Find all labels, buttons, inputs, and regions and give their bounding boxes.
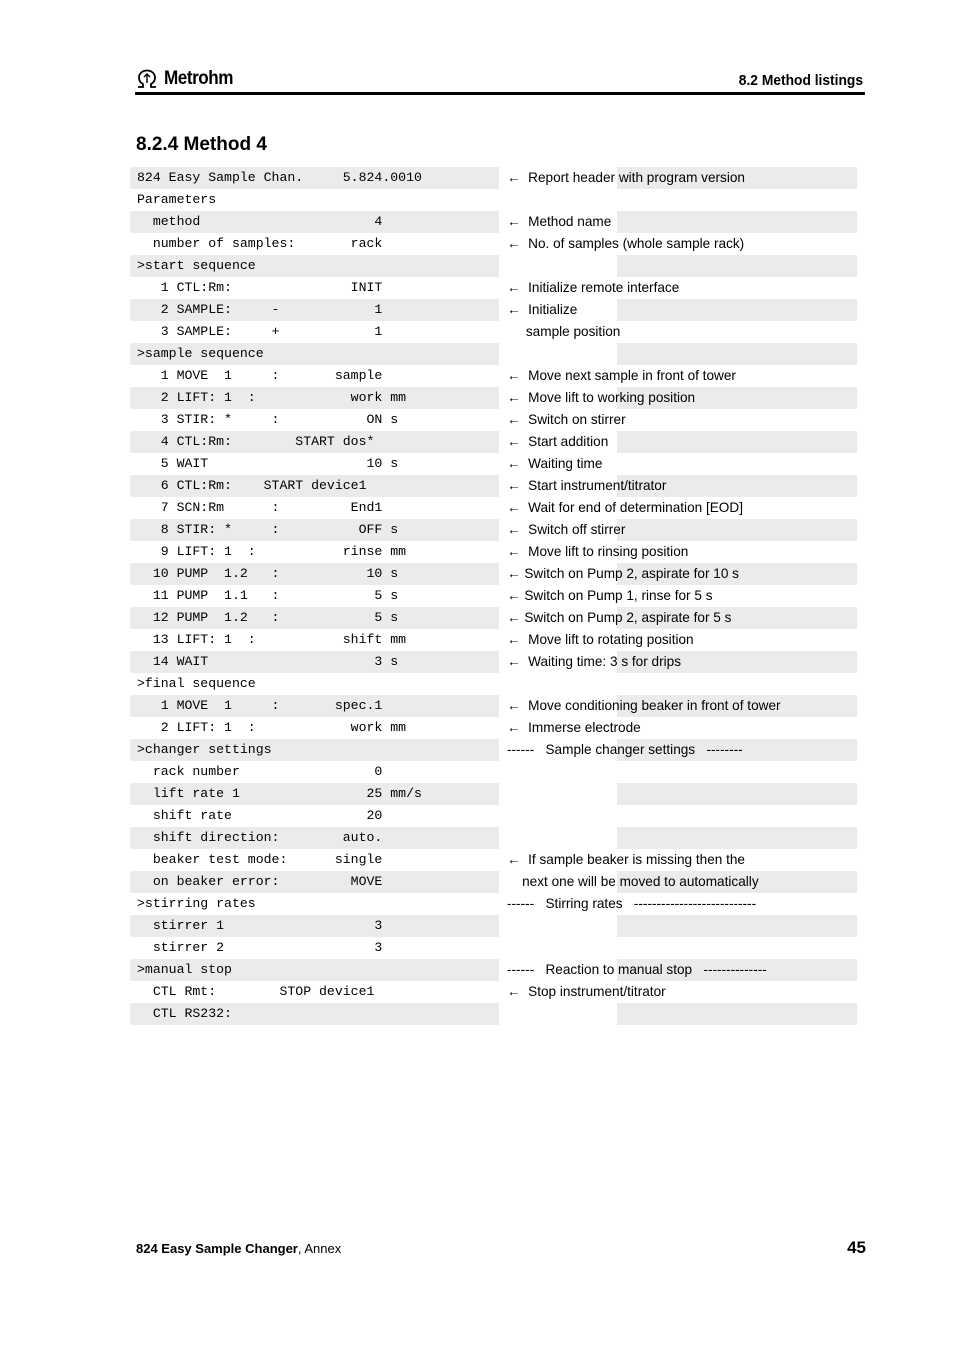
column-gap (499, 827, 617, 849)
listing-code: Parameters (137, 192, 217, 207)
listing-code: 2 LIFT: 1 : work mm (137, 390, 407, 405)
listing-note: next one will be moved to automatically (507, 874, 759, 889)
listing-code: 2 LIFT: 1 : work mm (137, 720, 407, 735)
listing-code: 8 STIR: * : OFF s (137, 522, 399, 537)
listing-code: >manual stop (137, 962, 232, 977)
listing-note: ← Start addition (507, 434, 609, 449)
listing-note: ← Stop instrument/titrator (507, 984, 666, 999)
listing-code: 2 SAMPLE: - 1 (137, 302, 383, 317)
listing-row (130, 475, 857, 497)
page-number: 45 (847, 1238, 866, 1257)
listing-row (130, 211, 857, 233)
column-gap (499, 343, 617, 365)
listing-row (130, 1003, 857, 1025)
section-title: 8.2 Method listings (738, 72, 863, 89)
listing-note: ← Wait for end of determination [EOD] (507, 500, 743, 515)
listing-code: >sample sequence (137, 346, 264, 361)
listing-row (130, 167, 857, 189)
listing-code: shift rate 20 (137, 808, 383, 823)
listing-row (130, 651, 857, 673)
listing-row (130, 497, 857, 519)
listing-row (130, 827, 857, 849)
listing-code: number of samples: rack (137, 236, 383, 251)
listing-row (130, 871, 857, 893)
listing-note: ← No. of samples (whole sample rack) (507, 236, 745, 251)
footer-product-name: 824 Easy Sample Changer (136, 1241, 298, 1256)
listing-code: 7 SCN:Rm : End1 (137, 500, 383, 515)
listing-code: method 4 (137, 214, 383, 229)
listing-row (130, 343, 857, 365)
listing-note: ← Switch on Pump 2, aspirate for 10 s (507, 566, 739, 581)
listing-code: 3 STIR: * : ON s (137, 412, 399, 427)
listing-row (130, 233, 857, 255)
listing-code: >start sequence (137, 258, 256, 273)
listing-row (130, 277, 857, 299)
listing-row (130, 629, 857, 651)
listing-row (130, 805, 857, 827)
brand-name: Metrohm (164, 68, 234, 89)
listing-code: lift rate 1 25 mm/s (137, 786, 422, 801)
listing-code: 11 PUMP 1.1 : 5 s (137, 588, 399, 603)
listing-row (130, 563, 857, 585)
listing-note: ← Waiting time (507, 456, 603, 471)
listing-row (130, 607, 857, 629)
listing-note: ← Move conditioning beaker in front of tower (507, 698, 781, 713)
listing-code: >stirring rates (137, 896, 256, 911)
listing-code: 9 LIFT: 1 : rinse mm (137, 544, 407, 559)
listing-code: on beaker error: MOVE (137, 874, 383, 889)
listing-note: ← Switch on Pump 2, aspirate for 5 s (507, 610, 732, 625)
listing-row (130, 409, 857, 431)
listing-code: 10 PUMP 1.2 : 10 s (137, 566, 399, 581)
listing-note: ← Initialize (507, 302, 578, 317)
listing-row (130, 321, 857, 343)
listing-row (130, 695, 857, 717)
listing-row (130, 453, 857, 475)
listing-row (130, 541, 857, 563)
listing-code: beaker test mode: single (137, 852, 383, 867)
column-gap (499, 255, 617, 277)
footer-suffix: , Annex (297, 1241, 342, 1256)
listing-code: rack number 0 (137, 764, 383, 779)
listing-code: >final sequence (137, 676, 256, 691)
page-header (135, 66, 865, 95)
listing-code: 5 WAIT 10 s (137, 456, 399, 471)
listing-code: 1 MOVE 1 : spec.1 (137, 698, 383, 713)
listing-code: 14 WAIT 3 s (137, 654, 399, 669)
listing-row (130, 365, 857, 387)
listing-row (130, 981, 857, 1003)
listing-note: sample position (507, 324, 621, 339)
listing-code: 13 LIFT: 1 : shift mm (137, 632, 407, 647)
column-gap (499, 761, 617, 783)
listing-code: 1 CTL:Rm: INIT (137, 280, 383, 295)
page-heading: 8.2.4 Method 4 (136, 134, 267, 155)
listing-row (130, 673, 857, 695)
listing-code: 12 PUMP 1.2 : 5 s (137, 610, 399, 625)
listing-code: 3 SAMPLE: + 1 (137, 324, 383, 339)
listing-code: 6 CTL:Rm: START device1 (137, 478, 367, 493)
listing-row (130, 717, 857, 739)
column-gap (499, 673, 617, 695)
column-gap (499, 937, 617, 959)
method-listing-table (130, 167, 857, 1025)
column-gap (499, 189, 617, 211)
listing-code: shift direction: auto. (137, 830, 383, 845)
listing-row (130, 255, 857, 277)
listing-note: ← Waiting time: 3 s for drips (507, 654, 681, 669)
listing-row (130, 299, 857, 321)
listing-row (130, 959, 857, 981)
listing-row (130, 783, 857, 805)
footer-product (136, 1241, 341, 1256)
listing-note: ← Move next sample in front of tower (507, 368, 736, 383)
listing-row (130, 585, 857, 607)
listing-code: 4 CTL:Rm: START dos* (137, 434, 375, 449)
listing-code: stirrer 1 3 (137, 918, 383, 933)
listing-note: ← Initialize remote interface (507, 280, 680, 295)
listing-row (130, 849, 857, 871)
listing-row (130, 431, 857, 453)
listing-note: ← If sample beaker is missing then the (507, 852, 745, 867)
listing-note: ------ Stirring rates --------------------------- (507, 896, 757, 911)
listing-code: >changer settings (137, 742, 272, 757)
listing-row (130, 937, 857, 959)
listing-row (130, 761, 857, 783)
listing-note: ← Switch on Pump 1, rinse for 5 s (507, 588, 713, 603)
listing-note: ← Switch off stirrer (507, 522, 626, 537)
listing-code: 1 MOVE 1 : sample (137, 368, 383, 383)
listing-note: ← Move lift to rinsing position (507, 544, 689, 559)
listing-row (130, 739, 857, 761)
listing-note: ------ Reaction to manual stop -------------- (507, 962, 767, 977)
listing-note: ------ Sample changer settings -------- (507, 742, 743, 757)
listing-note: ← Immerse electrode (507, 720, 641, 735)
listing-row (130, 915, 857, 937)
column-gap (499, 915, 617, 937)
listing-note: ← Move lift to working position (507, 390, 696, 405)
listing-row (130, 189, 857, 211)
listing-note: ← Start instrument/titrator (507, 478, 667, 493)
listing-code: CTL RS232: (137, 1006, 232, 1021)
listing-row (130, 519, 857, 541)
listing-note: ← Report header with program version (507, 170, 745, 185)
listing-code: CTL Rmt: STOP device1 (137, 984, 375, 999)
listing-row (130, 893, 857, 915)
listing-note: ← Switch on stirrer (507, 412, 626, 427)
listing-note: ← Move lift to rotating position (507, 632, 694, 647)
metrohm-logo (135, 68, 241, 90)
listing-note: ← Method name (507, 214, 612, 229)
listing-row (130, 387, 857, 409)
column-gap (499, 1003, 617, 1025)
listing-code: stirrer 2 3 (137, 940, 383, 955)
listing-code: 824 Easy Sample Chan. 5.824.0010 (137, 170, 422, 185)
column-gap (499, 783, 617, 805)
column-gap (499, 805, 617, 827)
omega-logo-icon (135, 69, 159, 89)
